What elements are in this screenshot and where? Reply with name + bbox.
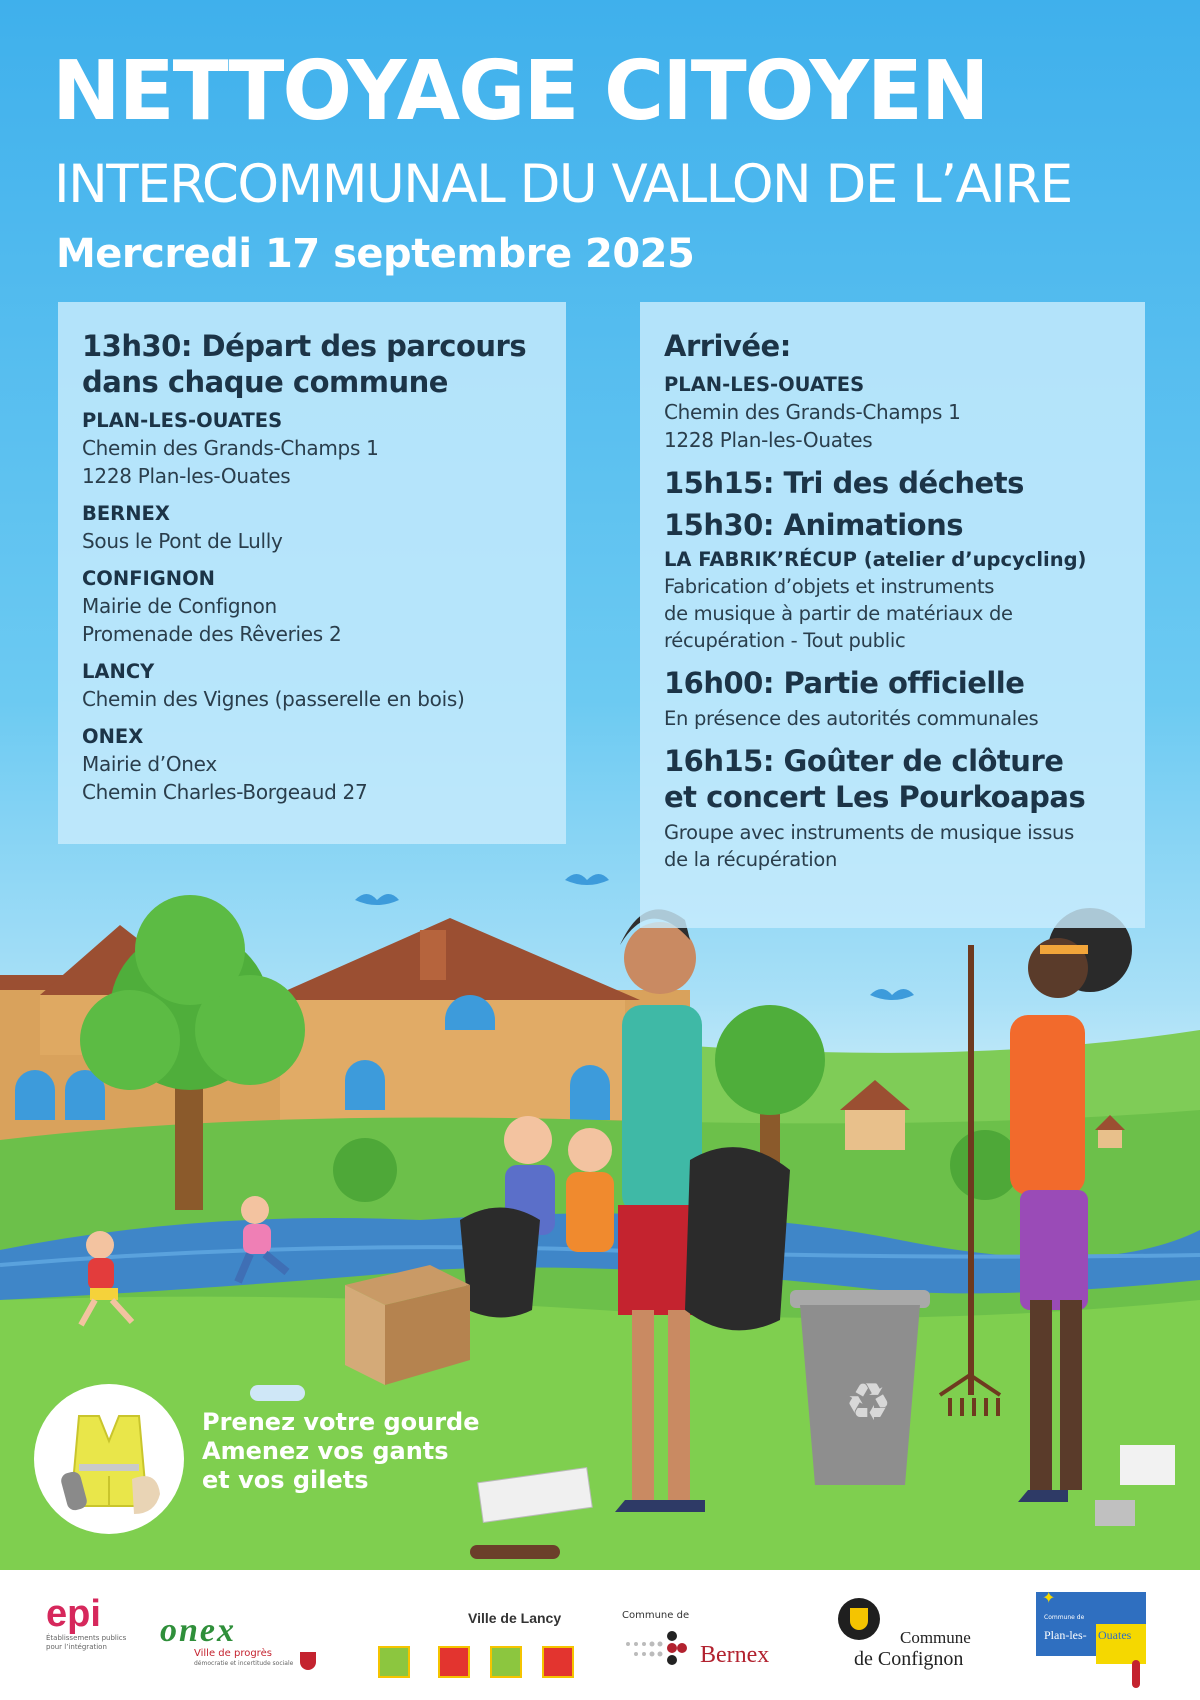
location-name: PLAN-LES-OUATES — [664, 373, 865, 396]
schedule-officielle: 16h00: Partie officielle — [664, 666, 1025, 700]
departure-heading-line: dans chaque commune — [82, 365, 448, 399]
lancy-coat-icon — [542, 1646, 574, 1678]
groupe-line: de la récupération — [664, 848, 838, 871]
fabrik-line: Fabrication d’objets et instruments — [664, 575, 995, 598]
location-line: 1228 Plan-les-Ouates — [664, 428, 873, 452]
arrival-heading: Arrivée: — [664, 329, 791, 363]
bernex-dots-icon — [622, 1624, 692, 1674]
event-date: Mercredi 17 septembre 2025 — [56, 231, 695, 277]
plo-crown-icon: ✦ — [1042, 1588, 1056, 1607]
notice-line: et vos gilets — [202, 1466, 369, 1494]
location-line: Chemin des Grands-Champs 1 — [664, 400, 961, 424]
departure-heading-line: 13h30: Départ des parcours — [82, 329, 527, 363]
location-block — [82, 724, 544, 806]
location-line: Mairie d’Onex — [82, 752, 217, 776]
gouter-line: 16h15: Goûter de clôture — [664, 744, 1064, 778]
plo-pen-icon — [1132, 1660, 1140, 1688]
notice-line: Amenez vos gants — [202, 1437, 449, 1465]
bernex-logo-text: Bernex — [700, 1642, 770, 1668]
plo-logo-text: Ouates — [1098, 1628, 1132, 1642]
confignon-logo — [834, 1598, 984, 1678]
bird-icon — [565, 874, 609, 885]
fabrik-line: récupération - Tout public — [664, 629, 906, 652]
lancy-coat-icon — [490, 1646, 522, 1678]
fabrik-title: LA FABRIK’RÉCUP (atelier d’upcycling) — [664, 548, 1087, 571]
onex-logo — [160, 1614, 325, 1674]
location-line: Promenade des Rêveries 2 — [82, 622, 342, 646]
location-name: CONFIGNON — [82, 567, 216, 590]
onex-logo-text: onex — [160, 1612, 236, 1649]
location-name: BERNEX — [82, 502, 170, 525]
bernex-logo — [622, 1610, 792, 1680]
confignon-emblem-icon — [838, 1598, 880, 1640]
onex-shield-icon — [300, 1652, 316, 1670]
svg-text:♻: ♻ — [845, 1373, 892, 1433]
location-block — [82, 501, 544, 555]
notice-text — [202, 1408, 480, 1495]
onex-logo-subtext: démocratie et incertitude sociale — [194, 1660, 294, 1667]
plo-logo-subtext: Commune de — [1044, 1614, 1085, 1621]
bird-icon — [355, 894, 399, 905]
schedule-animations: 15h30: Animations — [664, 508, 964, 542]
officielle-line: En présence des autorités communales — [664, 707, 1039, 730]
bernex-logo-subtext: Commune de — [622, 1610, 690, 1621]
poster-subtitle: INTERCOMMUNAL DU VALLON DE L’AIRE — [54, 154, 1072, 215]
schedule-gouter — [664, 743, 1123, 815]
confignon-logo-text: de Confignon — [854, 1648, 964, 1670]
location-line: Chemin Charles-Borgeaud 27 — [82, 780, 368, 804]
groupe-line: Groupe avec instruments de musique issus — [664, 821, 1074, 844]
safety-vest-icon — [34, 1384, 184, 1534]
epi-logo-subtext: pour l’intégration — [46, 1643, 107, 1651]
lancy-coat-icon — [378, 1646, 410, 1678]
location-line: Mairie de Confignon — [82, 594, 277, 618]
safety-vest-badge — [34, 1384, 184, 1534]
partner-logos-bar — [0, 1570, 1200, 1700]
trash-bag — [685, 1147, 790, 1330]
lancy-coat-icon — [438, 1646, 470, 1678]
bush — [333, 1138, 397, 1202]
plan-les-ouates-logo — [1036, 1588, 1146, 1688]
fabrik-block — [664, 547, 1123, 654]
poster-title: NETTOYAGE CITOYEN — [52, 44, 988, 139]
epi-logo-subtext: Établissements publics — [46, 1634, 127, 1642]
confignon-logo-subtext: Commune — [900, 1628, 971, 1647]
location-line: 1228 Plan-les-Ouates — [82, 464, 291, 488]
fabrik-line: de musique à partir de matériaux de — [664, 602, 1013, 625]
groupe-block — [664, 819, 1123, 873]
trash-bag — [460, 1208, 540, 1318]
arrival-location-block — [664, 372, 1123, 454]
location-name: ONEX — [82, 725, 144, 748]
location-name: PLAN-LES-OUATES — [82, 409, 283, 432]
location-block — [82, 566, 544, 648]
location-line: Chemin des Grands-Champs 1 — [82, 436, 379, 460]
notice-line: Prenez votre gourde — [202, 1408, 480, 1436]
schedule-tri: 15h15: Tri des déchets — [664, 466, 1024, 500]
location-block — [82, 659, 544, 713]
departure-panel — [58, 302, 566, 844]
location-name: LANCY — [82, 660, 155, 683]
bush — [950, 1130, 1020, 1200]
gouter-line: et concert Les Pourkoapas — [664, 780, 1086, 814]
lancy-logo-text: Ville de Lancy — [468, 1610, 562, 1626]
location-line: Sous le Pont de Lully — [82, 529, 283, 553]
departure-heading — [82, 328, 544, 400]
epi-logo — [46, 1594, 126, 1674]
location-block — [82, 408, 544, 490]
onex-logo-subtext: Ville de progrès — [194, 1648, 272, 1659]
lancy-logo — [378, 1610, 578, 1680]
epi-logo-text: epi — [46, 1593, 101, 1635]
arrival-panel — [640, 302, 1145, 928]
bird-icon — [870, 989, 914, 1000]
location-line: Chemin des Vignes (passerelle en bois) — [82, 687, 465, 711]
plo-logo-text: Plan-les- — [1044, 1628, 1087, 1642]
officielle-block — [664, 705, 1123, 732]
